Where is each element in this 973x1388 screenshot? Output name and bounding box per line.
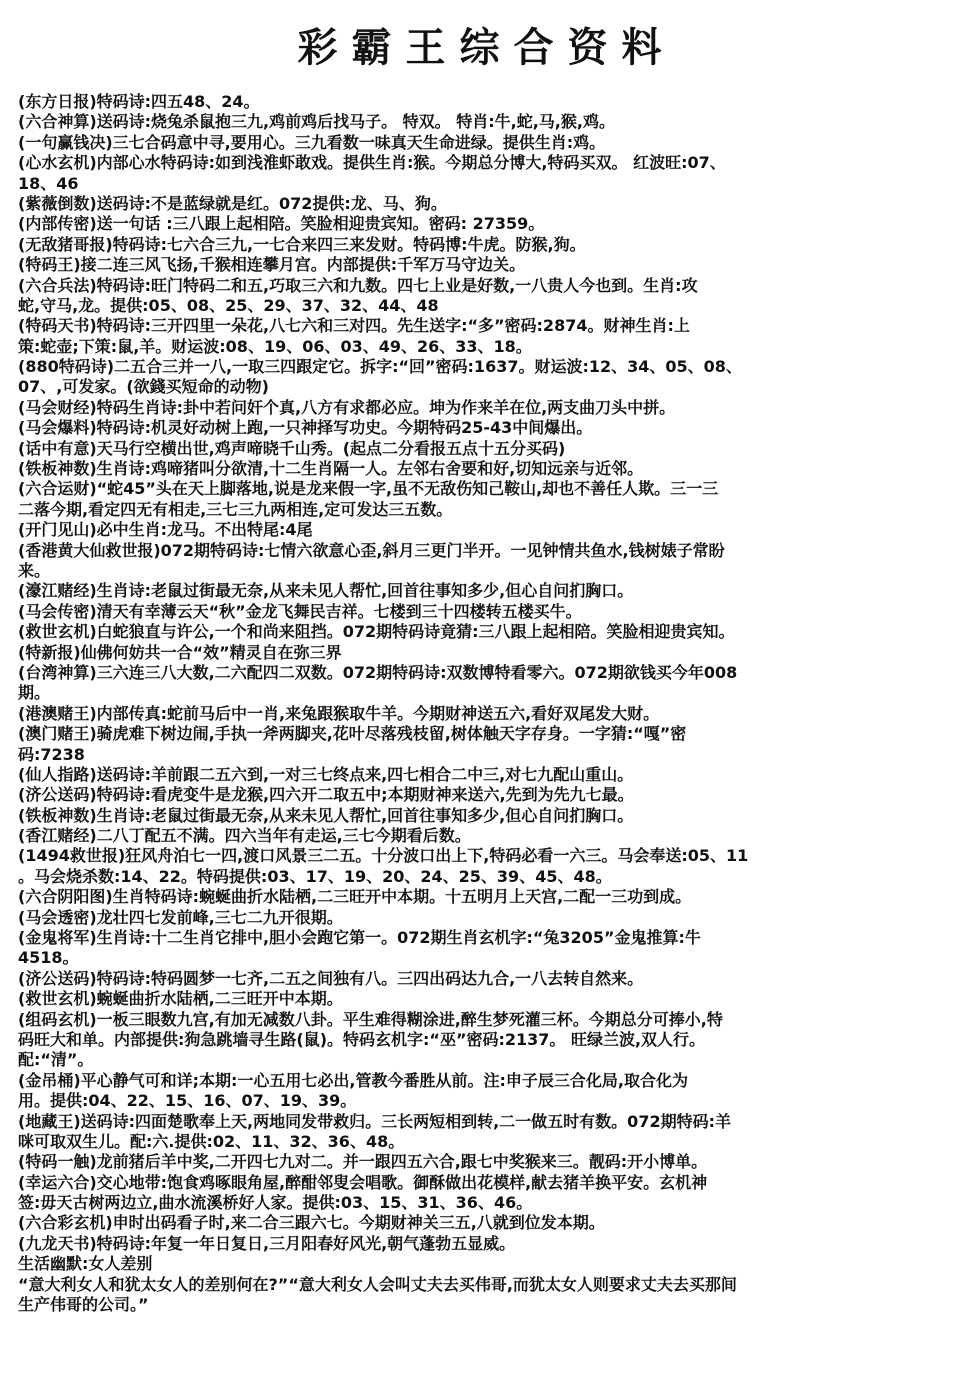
text-line: 配:“清”。: [18, 1050, 94, 1070]
text-line: (东方日报)特码诗:四五48、24。: [18, 92, 260, 111]
text-line: (九龙天书)特码诗:年复一年日复日,三月阳春好风光,朝气蓬勃五显威。: [18, 1233, 516, 1253]
text-line: 码:7238: [18, 744, 85, 764]
text-line: 4518。: [18, 948, 79, 968]
text-line: (救世玄机)蜿蜒曲折水陆栖,二三旺开中本期。: [18, 989, 343, 1009]
text-line: (六合彩玄机)申时出码看子时,来二合三跟六七。今期财神关三五,八就到位发本期。: [18, 1213, 605, 1233]
text-line: (880特码诗)二五合三并一八,一取三四跟定它。拆字:“回”密码:1637。财运波:12、34、05、08、: [18, 357, 742, 377]
text-line: 码旺大和单。内部提供:狗急跳墙寻生路(鼠)。特码玄机字:“巫”密码:2137。 旺绿兰波,双人行。: [18, 1029, 706, 1049]
text-line: (香港黄大仙救世报)072期特码诗:七情六欲意心歪,斜月三更门半开。一见钟情共鱼水,钱树婊子常盼: [18, 540, 725, 560]
text-line: (马会传密)清天有幸薄云天“秋”金龙飞舞民吉祥。七楼到三十四楼转五楼买牛。: [18, 601, 582, 621]
text-line: (济公送码)特码诗:特码圆梦一七齐,二五之间独有八。三四出码达九合,一八去转自然来。: [18, 968, 644, 988]
text-line: 18、46: [18, 173, 79, 193]
text-line: (话中有意)天马行空横出世,鸡声啼晓千山秀。(起点二分看报五点十五分买码): [18, 438, 566, 458]
text-line: (幸运六合)交心地带:饱食鸡啄眼角屋,醉酣邻叟会唱歌。御酥做出花模样,献去猪羊换平安。玄机神: [18, 1172, 708, 1192]
text-line: (濠江赌经)生肖诗:老鼠过街最无奈,从来未见人帮忙,回首往事知多少,但心自问扪胸口。: [18, 581, 634, 601]
text-line: (马会爆料)特码诗:机灵好动树上跑,一只神择写功史。今期特码25-43中间爆出。: [18, 418, 593, 438]
text-line: 生产伟哥的公司。”: [18, 1295, 149, 1315]
text-line: (马会财经)特码生肖诗:卦中若问奸个真,八方有求都必应。坤为作来羊在位,两支曲刀头中拼。: [18, 397, 676, 417]
text-line: 策:蛇壶;下策:鼠,羊。财运波:08、19、06、03、49、26、33、18。: [18, 336, 532, 356]
text-line: (金鬼将军)生肖诗:十二生肖它排中,胆小会跑它第一。072期生肖玄机字:“兔3205”金鬼推算:牛: [18, 928, 701, 948]
text-line: (仙人指路)送码诗:羊前跟二五六到,一对三七终点来,四七相合二中三,对七九配山重山。: [18, 764, 634, 784]
text-line: (六合运财)“蛇45”头在天上脚落地,说是龙来假一字,虽不无敌伤知己鞍山,却也不善任人欺。三一三: [18, 479, 719, 499]
text-line: (六合兵法)特码诗:旺门特码二和五,巧取三六和九数。四七上业是好数,一八贵人今也到。生肖:攻: [18, 275, 698, 295]
text-line: (1494救世报)狂风舟泊七一四,渡口风景三二五。十分波口出上下,特码必看一六三。马会奉送:05、11: [18, 846, 749, 866]
text-line: (港澳赌王)内部传真:蛇前马后中一肖,来兔跟猴取牛羊。今期财神送五六,看好双尾发大财。: [18, 703, 660, 723]
page-title: 彩霸王综合资料: [297, 24, 676, 71]
text-line: (马会透密)龙壮四七发前峰,三七二九开很期。: [18, 907, 343, 927]
text-line: (铁板神数)生肖诗:鸡啼猪叫分欲清,十二生肖隔一人。左邻右舍要和好,切知远亲与近邻。: [18, 459, 644, 479]
text-line: 。马会烧杀数:14、22。特码提供:03、17、19、20、24、25、39、45、48。: [18, 866, 612, 886]
text-line: (特码王)接二连三风飞扬,千猴相连攀月宫。内部提供:千军万马守边关。: [18, 255, 526, 275]
text-line: (铁板神数)生肖诗:老鼠过街最无奈,从来未见人帮忙,回首往事知多少,但心自问扪胸口。: [18, 805, 634, 825]
text-line: (济公送码)特码诗:看虎变牛是龙猴,四六开二取五中;本期财神来送六,先到为先九七最。: [18, 785, 634, 805]
text-line: 来。: [18, 560, 51, 580]
text-line: (金吊桶)平心静气可和详;本期:一心五用七必出,管教今番胜从前。注:申子辰三合化局,取合化为: [18, 1070, 688, 1090]
text-line: 咪可取双生儿。配:六.提供:02、11、32、36、48。: [18, 1131, 405, 1151]
text-line: (开门见山)必中生肖:龙马。不出特尾:4尾: [18, 520, 313, 540]
text-body: [18, 92, 963, 1315]
text-line: (特码天书)特码诗:三开四里一朵花,八七六和三对四。先生送字:“多”密码:2874。财神生肖:上: [18, 316, 690, 336]
text-line: (六合阴阳图)生肖特码诗:蜿蜒曲折水陆栖,二三旺开中本期。十五明月上天宫,二配一三功到成。: [18, 887, 692, 907]
text-line: 签:毋天古树两边立,曲水流溪桥好人家。提供:03、15、31、36、46。: [18, 1193, 533, 1213]
text-line: (心水玄机)内部心水特码诗:如到浅淮虾敢戏。提供生肖:猴。今期总分博大,特码买双。 红波旺:07、: [18, 153, 726, 173]
text-line: (无敌猪哥报)特码诗:七六合三九,一七合来四三来发财。特码博:牛虎。防猴,狗。: [18, 234, 586, 254]
text-line: 期。: [18, 683, 51, 703]
text-line: (香江赌经)二八丁配五不满。四六当年有走运,三七今期看后数。: [18, 826, 471, 846]
text-line: “意大利女人和犹太女人的差别何在?”“意大利女人会叫丈夫去买伟哥,而犹太女人则要求丈夫去买那间: [18, 1274, 737, 1294]
text-line: (救世玄机)白蛇狼直与许公,一个和尚来阻挡。072期特码诗竟猜:三八跟上起相陪。笑脸相迎贵宾知。: [18, 622, 735, 642]
text-line: 用。提供:04、22、15、16、07、19、39。: [18, 1091, 357, 1111]
text-line: (台湾神算)三六连三八大数,二六配四二双数。072期特码诗:双数博特看零六。072期欲钱买今年008: [18, 662, 738, 682]
text-line: (特新报)仙佛何妨共一合“效”精灵自在弥三界: [18, 642, 342, 662]
text-line: (组码玄机)一板三眼数九宫,有加无减数八卦。平生难得糊涂进,醉生梦死灌三杯。今期总分可捧小,特: [18, 1009, 723, 1029]
text-line: 蛇,守马,龙。提供:05、08、25、29、37、32、44、48: [18, 295, 439, 315]
text-line: 生活幽默:女人差别: [18, 1254, 153, 1274]
text-line: (六合神算)送码诗:烧兔杀鼠抱三九,鸡前鸡后找马子。 特双。 特肖:牛,蛇,马,猴,鸡。: [18, 112, 615, 132]
text-line: (内部传密)送一句话 :三八跟上起相陪。笑脸相迎贵宾知。密码: 27359。: [18, 214, 545, 234]
text-line: (一句赢钱决)三七合码意中寻,要用心。三九看数一味真天生命进绿。提供生肖:鸡。: [18, 132, 606, 152]
text-line: (特码一触)龙前猪后羊中奖,二开四七九对二。并一跟四五六合,跟七中奖猴来三。靓码:开小博单。: [18, 1152, 708, 1172]
text-line: 二落今期,看定四无有相走,三七三九两相连,定可发达三五数。: [18, 499, 453, 519]
text-line: (地藏王)送码诗:四面楚歌奉上天,两地同发带救归。三长两短相到转,二一做五时有数。072期特码:羊: [18, 1111, 731, 1131]
text-line: (澳门赌王)骑虎难下树边闹,手执一斧两脚夹,花叶尽落残枝留,树体触天字存身。一字猜:“嘎”密: [18, 724, 687, 744]
text-line: 07、,可发家。(欲錢买短命的动物): [18, 377, 269, 397]
text-line: (紫薇倒数)送码诗:不是蓝绿就是红。072提供:龙、马、狗。: [18, 193, 447, 213]
